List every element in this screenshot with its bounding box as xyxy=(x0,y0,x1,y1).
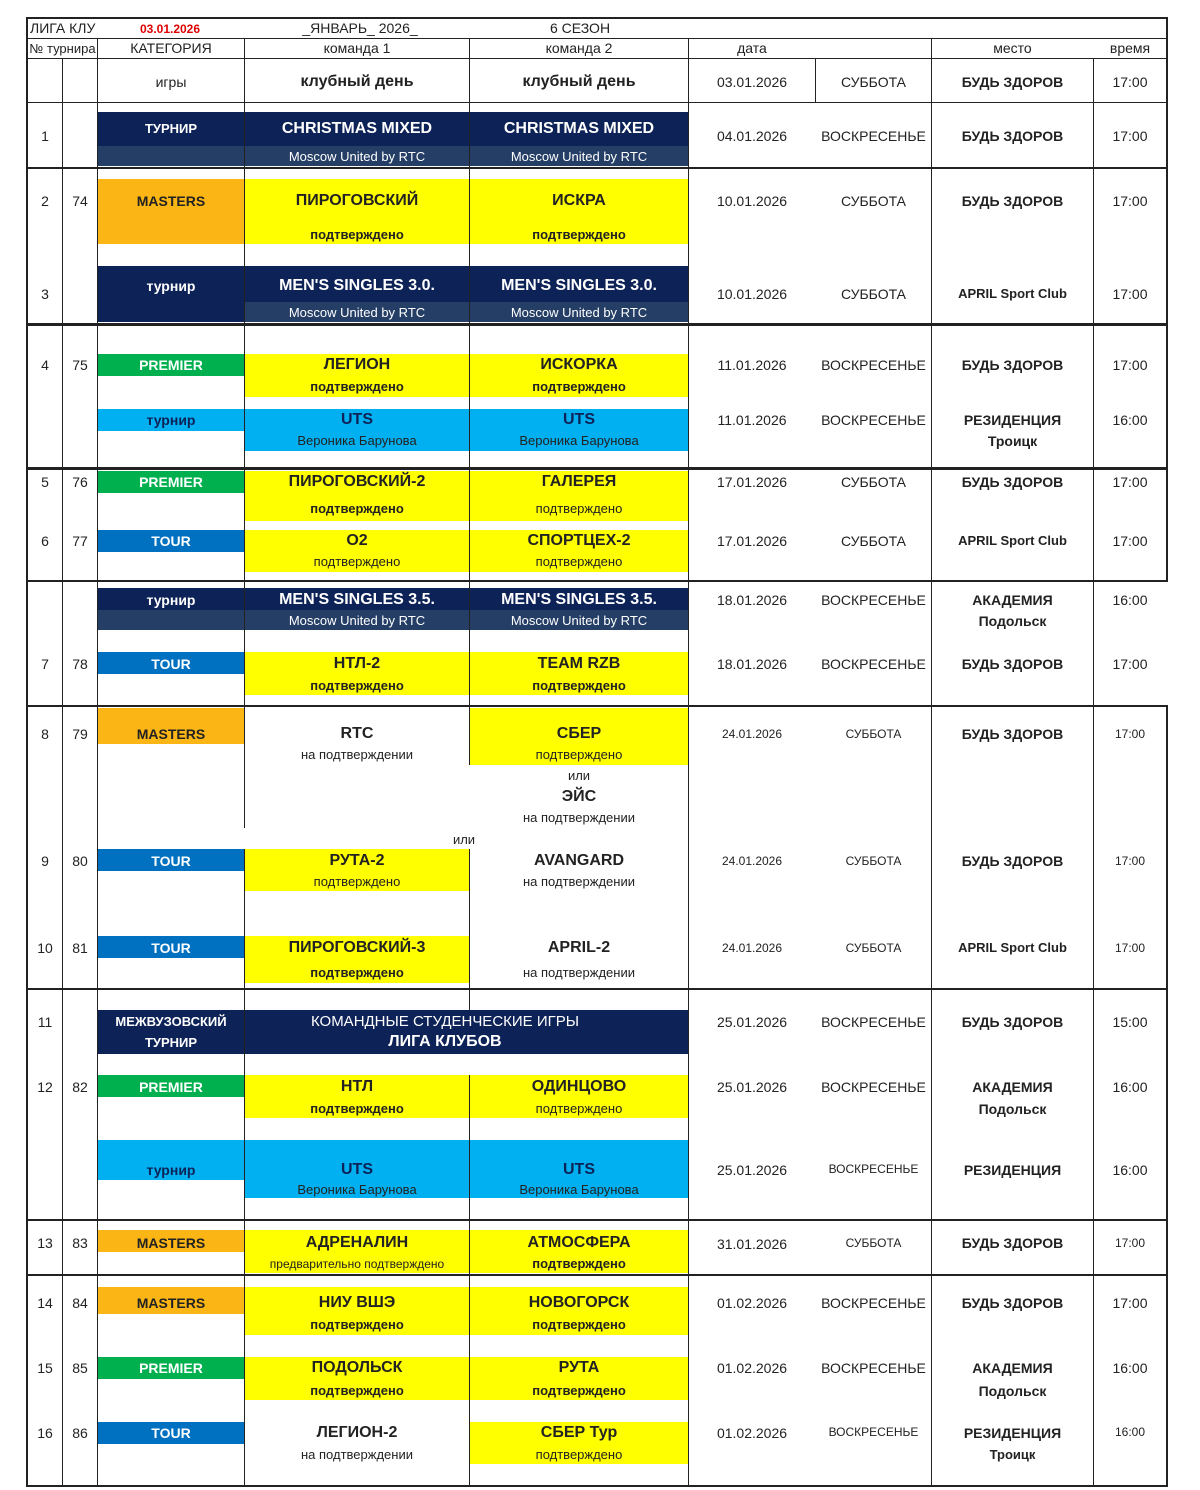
venue: БУДЬ ЗДОРОВ xyxy=(961,726,1064,742)
venue: БУДЬ ЗДОРОВ xyxy=(961,474,1064,490)
category-label: МЕЖВУЗОВСКИЙ xyxy=(115,1014,227,1029)
venue: APRIL Sport Club xyxy=(958,286,1067,301)
header-date: 03.01.2026 xyxy=(139,22,201,36)
match-date: 01.02.2026 xyxy=(716,1360,788,1376)
match-time: 16:00 xyxy=(1112,1360,1148,1376)
team1-name: MEN'S SINGLES 3.0. xyxy=(279,277,435,294)
team1-name: UTS xyxy=(341,1161,373,1178)
match-day: СУББОТА xyxy=(840,193,907,209)
header-season: 6 СЕЗОН xyxy=(549,20,611,36)
category-label: PREMIER xyxy=(139,357,203,373)
team1-name: ПИРОГОВСКИЙ xyxy=(295,192,419,209)
match-time: 17:00 xyxy=(1112,128,1148,144)
category-label: TOUR xyxy=(151,656,191,672)
category-label: турнир xyxy=(146,278,196,294)
category-label: PREMIER xyxy=(139,474,203,490)
team1-status: Moscow United by RTC xyxy=(288,613,426,628)
venue: APRIL Sport Club xyxy=(958,533,1067,548)
venue: БУДЬ ЗДОРОВ xyxy=(961,1235,1064,1251)
category-label: TOUR xyxy=(151,533,191,549)
team1-name: UTS xyxy=(341,411,373,428)
event-subtitle: ЛИГА КЛУБОВ xyxy=(388,1033,502,1050)
category-label: PREMIER xyxy=(139,1360,203,1376)
match-time: 17:00 xyxy=(1112,474,1148,490)
team1-status: предварительно подтверждено xyxy=(269,1257,445,1271)
match-day: СУББОТА xyxy=(840,533,907,549)
tournament-number: 15 xyxy=(37,1360,53,1376)
match-time: 16:00 xyxy=(1112,1162,1148,1178)
venue: РЕЗИДЕНЦИЯ xyxy=(963,1425,1062,1441)
team1-name: НТЛ-2 xyxy=(333,655,381,672)
team1-status: подтверждено xyxy=(310,1383,404,1398)
match-time: 17:00 xyxy=(1112,286,1148,302)
category-label: TOUR xyxy=(151,940,191,956)
team2-name: РУТА xyxy=(558,1359,600,1376)
match-date: 25.01.2026 xyxy=(716,1162,788,1178)
venue: APRIL Sport Club xyxy=(958,940,1067,955)
team2-name: СПОРТЦЕХ-2 xyxy=(527,532,631,549)
match-day: ВОСКРЕСЕНЬЕ xyxy=(828,1425,919,1439)
col-team2: команда 2 xyxy=(545,40,613,56)
match-day: ВОСКРЕСЕНЬЕ xyxy=(821,1014,926,1030)
row0-team2: клубный день xyxy=(522,73,636,90)
match-id: 79 xyxy=(72,726,88,742)
match-day: СУББОТА xyxy=(840,286,907,302)
venue: БУДЬ ЗДОРОВ xyxy=(961,128,1064,144)
team1-status: подтверждено xyxy=(310,501,404,516)
match-id: 84 xyxy=(72,1295,88,1311)
team2-name: AVANGARD xyxy=(533,852,625,869)
venue: БУДЬ ЗДОРОВ xyxy=(961,656,1064,672)
category-label: MASTERS xyxy=(136,726,206,742)
team2-name: TEAM RZB xyxy=(537,655,621,672)
venue: РЕЗИДЕНЦИЯ xyxy=(963,412,1062,428)
or-label: или xyxy=(567,768,591,783)
match-id: 75 xyxy=(72,357,88,373)
team2-name: АТМОСФЕРА xyxy=(527,1234,631,1251)
match-date: 17.01.2026 xyxy=(716,474,788,490)
match-time: 17:00 xyxy=(1114,854,1146,868)
category-label: TOUR xyxy=(151,1425,191,1441)
match-id: 83 xyxy=(72,1235,88,1251)
team2-name: СБЕР xyxy=(556,725,602,742)
team2-name: ИСКРА xyxy=(552,192,606,209)
match-id: 77 xyxy=(72,533,88,549)
match-day: ВОСКРЕСЕНЬЕ xyxy=(821,1360,926,1376)
tournament-number: 16 xyxy=(37,1425,53,1441)
col-team1: команда 1 xyxy=(323,40,391,56)
match-date: 10.01.2026 xyxy=(716,193,788,209)
tournament-number: 1 xyxy=(41,128,49,144)
match-date: 18.01.2026 xyxy=(716,656,788,672)
category-label: турнир xyxy=(146,592,196,608)
event-title: КОМАНДНЫЕ СТУДЕНЧЕСКИЕ ИГРЫ xyxy=(310,1013,580,1030)
team1-name: ЛЕГИОН xyxy=(323,356,391,373)
team2-status: Moscow United by RTC xyxy=(510,149,648,164)
venue-city: Подольск xyxy=(978,1383,1047,1399)
col-place: место xyxy=(993,40,1032,56)
team1-name: ПОДОЛЬСК xyxy=(311,1359,403,1376)
team2-name: MEN'S SINGLES 3.0. xyxy=(501,277,657,294)
team1-name: CHRISTMAS MIXED xyxy=(281,120,433,137)
match-day: СУББОТА xyxy=(845,1236,902,1250)
team2-status: подтверждено xyxy=(535,747,623,762)
match-id: 81 xyxy=(72,940,88,956)
team2-status: на подтверждении xyxy=(523,874,635,889)
match-day: СУББОТА xyxy=(845,727,902,741)
match-id: 80 xyxy=(72,853,88,869)
match-time: 17:00 xyxy=(1114,1236,1146,1250)
team2-status: подтверждено xyxy=(532,1383,626,1398)
category-label: PREMIER xyxy=(139,1079,203,1095)
match-date: 25.01.2026 xyxy=(716,1079,788,1095)
team1-status: Moscow United by RTC xyxy=(288,305,426,320)
tournament-number: 3 xyxy=(41,286,49,302)
team2-status: Вероника Барунова xyxy=(519,433,639,448)
col-tournament-no: № турнира xyxy=(29,41,96,56)
category-label-2: ТУРНИР xyxy=(144,1035,198,1050)
tournament-number: 11 xyxy=(37,1014,53,1030)
team1-name: ПИРОГОВСКИЙ-2 xyxy=(288,473,426,490)
category-label: турнир xyxy=(146,1162,196,1178)
match-time: 17:00 xyxy=(1112,357,1148,373)
team1-status: подтверждено xyxy=(313,874,401,889)
team1-name: РУТА-2 xyxy=(329,852,385,869)
match-date: 24.01.2026 xyxy=(721,941,783,955)
tournament-number: 4 xyxy=(41,357,49,373)
team1-status: подтверждено xyxy=(310,965,404,980)
col-time: время xyxy=(1109,40,1151,56)
venue: БУДЬ ЗДОРОВ xyxy=(961,357,1064,373)
row0-category: игры xyxy=(155,74,187,90)
tournament-number: 6 xyxy=(41,533,49,549)
team1-name: АДРЕНАЛИН xyxy=(305,1234,409,1251)
tournament-number: 14 xyxy=(37,1295,53,1311)
match-date: 24.01.2026 xyxy=(721,727,783,741)
match-time: 16:00 xyxy=(1112,1079,1148,1095)
team1-status: на подтверждении xyxy=(301,747,413,762)
tournament-number: 13 xyxy=(37,1235,53,1251)
match-time: 17:00 xyxy=(1112,193,1148,209)
team2-status: подтверждено xyxy=(532,678,626,693)
col-date: дата xyxy=(737,40,767,56)
match-id: 82 xyxy=(72,1079,88,1095)
match-day: ВОСКРЕСЕНЬЕ xyxy=(821,128,926,144)
venue: БУДЬ ЗДОРОВ xyxy=(961,853,1064,869)
team2-status: подтверждено xyxy=(532,1317,626,1332)
match-date: 11.01.2026 xyxy=(717,357,787,373)
league-title: ЛИГА КЛУ xyxy=(30,20,96,36)
team1-name: НИУ ВШЭ xyxy=(318,1294,396,1311)
match-time: 16:00 xyxy=(1114,1425,1146,1439)
match-day: СУББОТА xyxy=(845,941,902,955)
team2-name: ОДИНЦОВО xyxy=(531,1078,627,1095)
match-date: 10.01.2026 xyxy=(716,286,788,302)
match-time: 17:00 xyxy=(1114,941,1146,955)
match-time: 15:00 xyxy=(1112,1014,1148,1030)
or-label-middle: или xyxy=(452,832,476,847)
venue: БУДЬ ЗДОРОВ xyxy=(961,193,1064,209)
cat-bg xyxy=(98,179,244,244)
tournament-number: 10 xyxy=(37,940,53,956)
row0-day: СУББОТА xyxy=(840,74,907,90)
team2-status: подтверждено xyxy=(532,227,626,242)
tournament-number: 5 xyxy=(41,474,49,490)
row0-date: 03.01.2026 xyxy=(716,74,788,90)
match-day: ВОСКРЕСЕНЬЕ xyxy=(828,1162,919,1176)
col-category: КАТЕГОРИЯ xyxy=(130,40,212,56)
match-id: 78 xyxy=(72,656,88,672)
team1-status: Вероника Барунова xyxy=(297,433,417,448)
match-date: 04.01.2026 xyxy=(716,128,788,144)
match-date: 01.02.2026 xyxy=(716,1425,788,1441)
team1-status: подтверждено xyxy=(310,1317,404,1332)
team2-status: подтверждено xyxy=(535,501,623,516)
team2-name: ИСКОРКА xyxy=(540,356,618,373)
match-date: 17.01.2026 xyxy=(716,533,788,549)
team1-name: ЛЕГИОН-2 xyxy=(316,1424,398,1441)
tournament-number: 2 xyxy=(41,193,49,209)
team1-status: подтверждено xyxy=(310,678,404,693)
category-label: TOUR xyxy=(151,853,191,869)
cat-bg xyxy=(98,610,244,630)
match-date: 31.01.2026 xyxy=(716,1236,788,1252)
match-id: 76 xyxy=(72,474,88,490)
team2-status: Moscow United by RTC xyxy=(510,305,648,320)
team1-name: RTC xyxy=(340,725,374,742)
team2-alt-name: ЭЙС xyxy=(561,788,597,805)
team1-status: Moscow United by RTC xyxy=(288,149,426,164)
match-id: 85 xyxy=(72,1360,88,1376)
venue: АКАДЕМИЯ xyxy=(972,1360,1053,1376)
tournament-number: 9 xyxy=(41,853,49,869)
match-date: 18.01.2026 xyxy=(716,592,788,608)
venue: АКАДЕМИЯ xyxy=(972,592,1053,608)
venue: БУДЬ ЗДОРОВ xyxy=(961,1295,1064,1311)
venue: РЕЗИДЕНЦИЯ xyxy=(963,1162,1062,1178)
category-label: турнир xyxy=(146,412,196,428)
cat-bg xyxy=(98,266,244,322)
venue: БУДЬ ЗДОРОВ xyxy=(961,1014,1064,1030)
team2-status: на подтверждении xyxy=(523,965,635,980)
team1-name: ПИРОГОВСКИЙ-3 xyxy=(288,939,426,956)
venue-city: Подольск xyxy=(978,613,1047,629)
venue-city: Троицк xyxy=(987,433,1038,449)
match-day: СУББОТА xyxy=(840,474,907,490)
team2-name: MEN'S SINGLES 3.5. xyxy=(501,591,657,608)
match-time: 17:00 xyxy=(1112,1295,1148,1311)
category-label: ТУРНИР xyxy=(144,121,198,136)
tournament-number: 8 xyxy=(41,726,49,742)
match-time: 16:00 xyxy=(1112,592,1148,608)
team2-name: ГАЛЕРЕЯ xyxy=(541,473,617,490)
team1-status: Вероника Барунова xyxy=(297,1182,417,1197)
match-time: 16:00 xyxy=(1112,412,1148,428)
match-time: 17:00 xyxy=(1112,533,1148,549)
match-id: 74 xyxy=(72,193,88,209)
team2-status: подтверждено xyxy=(535,1101,623,1116)
match-day: ВОСКРЕСЕНЬЕ xyxy=(821,1295,926,1311)
team1-name: O2 xyxy=(346,532,368,549)
team2-alt-status: на подтверждении xyxy=(523,810,635,825)
match-time: 17:00 xyxy=(1112,656,1148,672)
team2-name: APRIL-2 xyxy=(547,939,611,956)
team2-status: Moscow United by RTC xyxy=(510,613,648,628)
team1-status: на подтверждении xyxy=(301,1447,413,1462)
team2-status: подтверждено xyxy=(535,554,623,569)
team2-name: UTS xyxy=(563,411,595,428)
venue-city: Троицк xyxy=(989,1447,1036,1462)
team1-status: подтверждено xyxy=(310,227,404,242)
team2-status: подтверждено xyxy=(532,379,626,394)
match-day: СУББОТА xyxy=(845,854,902,868)
tournament-number: 12 xyxy=(37,1079,53,1095)
match-time: 17:00 xyxy=(1114,727,1146,741)
category-label: MASTERS xyxy=(136,1295,206,1311)
team1-status: подтверждено xyxy=(313,554,401,569)
cat-bg xyxy=(98,146,244,166)
team2-name: СБЕР Тур xyxy=(540,1424,618,1441)
team1-status: подтверждено xyxy=(310,1101,404,1116)
venue-city: Подольск xyxy=(978,1101,1047,1117)
venue: АКАДЕМИЯ xyxy=(972,1079,1053,1095)
team1-status: подтверждено xyxy=(310,379,404,394)
match-day: ВОСКРЕСЕНЬЕ xyxy=(821,357,926,373)
match-date: 11.01.2026 xyxy=(717,412,787,428)
row0-team1: клубный день xyxy=(300,73,414,90)
team2-name: НОВОГОРСК xyxy=(528,1294,630,1311)
team1-name: MEN'S SINGLES 3.5. xyxy=(279,591,435,608)
team1-name: НТЛ xyxy=(340,1078,374,1095)
header-month: _ЯНВАРЬ_ 2026_ xyxy=(302,20,418,36)
team2-name: UTS xyxy=(563,1161,595,1178)
match-day: ВОСКРЕСЕНЬЕ xyxy=(821,1079,926,1095)
team2-status: подтверждено xyxy=(532,1256,626,1271)
match-day: ВОСКРЕСЕНЬЕ xyxy=(821,412,926,428)
match-date: 24.01.2026 xyxy=(721,854,783,868)
row0-time: 17:00 xyxy=(1112,74,1148,90)
category-label: MASTERS xyxy=(136,1235,206,1251)
match-day: ВОСКРЕСЕНЬЕ xyxy=(821,656,926,672)
team2-name: CHRISTMAS MIXED xyxy=(503,120,655,137)
match-id: 86 xyxy=(72,1425,88,1441)
category-label: MASTERS xyxy=(136,193,206,209)
tournament-number: 7 xyxy=(41,656,49,672)
match-day: ВОСКРЕСЕНЬЕ xyxy=(821,592,926,608)
team2-status: подтверждено xyxy=(535,1447,623,1462)
row0-place: БУДЬ ЗДОРОВ xyxy=(961,74,1064,90)
match-date: 01.02.2026 xyxy=(716,1295,788,1311)
match-date: 25.01.2026 xyxy=(716,1014,788,1030)
team2-status: Вероника Барунова xyxy=(519,1182,639,1197)
